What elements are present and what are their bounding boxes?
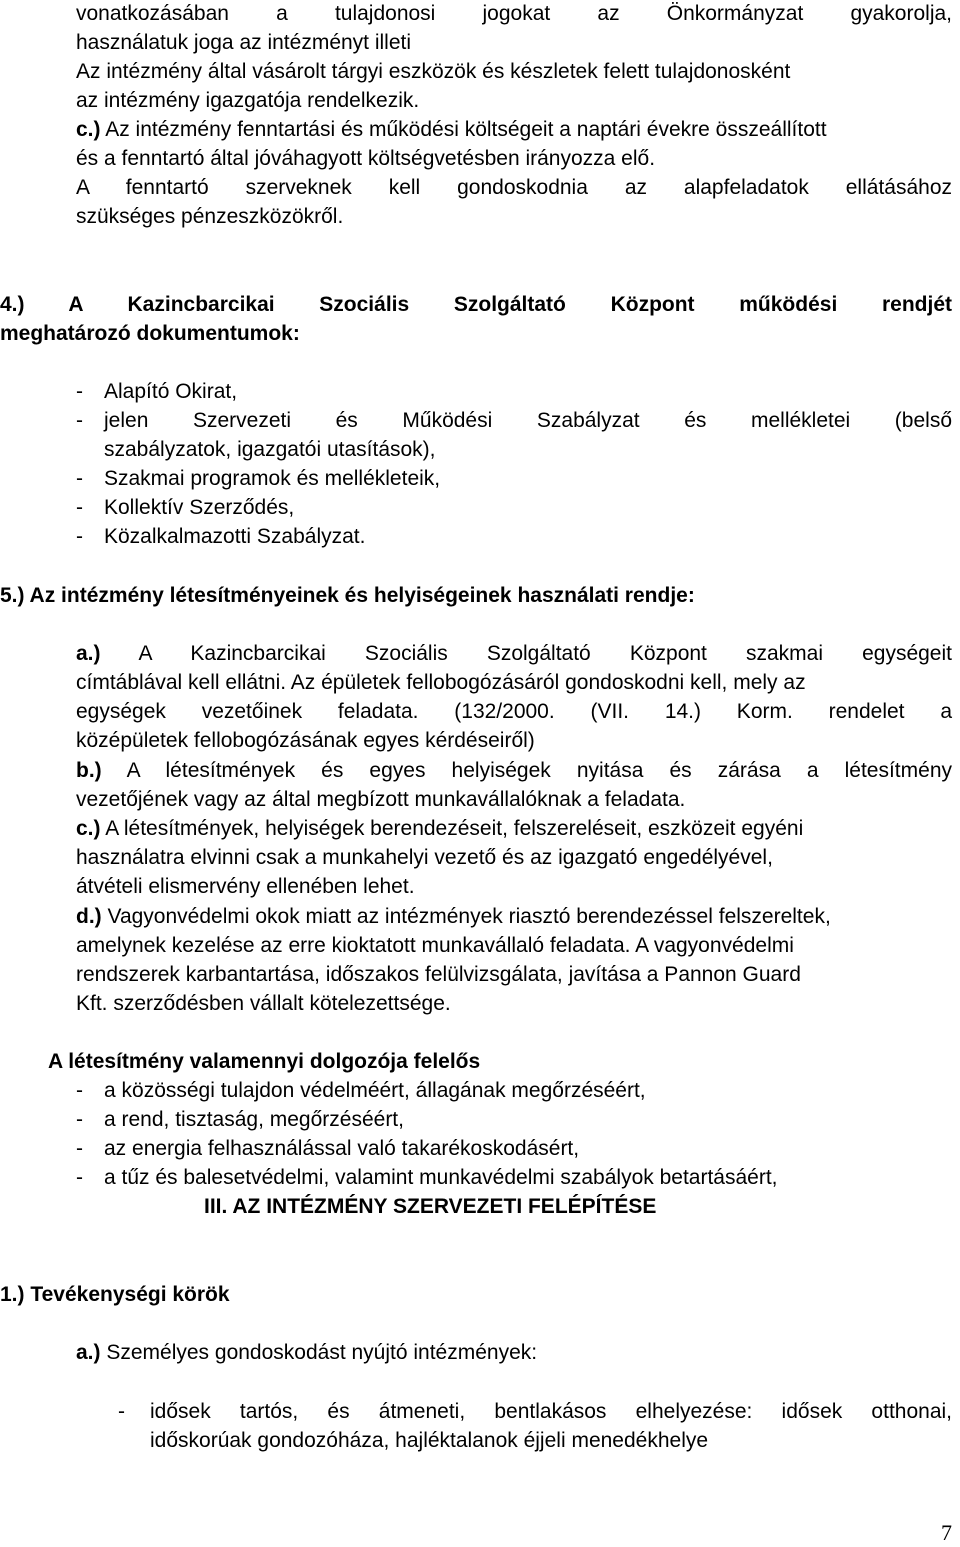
item-c-line-3: A fenntartó szerveknek kell gondoskodnia az alapfeladatok ellátásához — [76, 176, 952, 199]
intro-line-2: használatuk joga az intézményt illeti — [76, 31, 412, 54]
section-4-item-1: Alapító Okirat, — [104, 380, 238, 403]
responsibility-dash: - — [76, 1079, 83, 1102]
item-a-line-2: címtáblával kell ellátni. Az épületek fellobogózásáról gondoskodni kell, mely az — [76, 671, 806, 694]
item-d-line-3: rendszerek karbantartása, időszakos felülvizsgálata, javítása a Pannon Guard — [76, 963, 801, 986]
item-b-line-1 — [76, 757, 952, 785]
item-c2-line-2: használatra elvinni csak a munkahelyi vezető és az igazgató engedélyével, — [76, 846, 773, 869]
item-a-line-1 — [76, 640, 952, 668]
item-a-line-4: középületek fellobogózásának egyes kérdéseiről) — [76, 729, 535, 752]
item-b-text: A létesítmények és egyes helyiségek nyitása és zárása a létesítmény — [101, 759, 952, 782]
item-a-text: A Kazincbarcikai Szociális Szolgáltató Központ szakmai egységeit — [100, 642, 952, 665]
section-4-heading-line-2: meghatározó dokumentumok: — [0, 322, 300, 345]
chapter-dash: - — [118, 1400, 125, 1423]
chapter-item-line-1: idősek tartós, és átmeneti, bentlakásos elhelyezése: idősek otthonai, — [150, 1400, 952, 1423]
intro-line-3: Az intézmény által vásárolt tárgyi eszközök és készletek felett tulajdonosként — [76, 60, 791, 83]
responsibility-item-2: a rend, tisztaság, megőrzéséért, — [104, 1108, 404, 1131]
section-4-dash: - — [76, 409, 83, 432]
responsibility-item-1: a közösségi tulajdon védelméért, állagának megőrzéséért, — [104, 1079, 646, 1102]
subsection-heading: 1.) Tevékenységi körök — [0, 1283, 230, 1306]
page-number: 7 — [941, 1520, 952, 1545]
section-4-item-3: Szakmai programok és mellékleteik, — [104, 467, 441, 490]
item-c-line-2: és a fenntartó által jóváhagyott költségvetésben irányozza elő. — [76, 147, 656, 170]
item-c2-marker: c.) — [76, 817, 101, 840]
section-4-item-2-cont: szabályzatok, igazgatói utasítások), — [104, 438, 436, 461]
item-c2-line-1 — [76, 815, 803, 843]
item-c-line-1 — [76, 116, 827, 144]
item-a2-text: Személyes gondoskodást nyújtó intézmények: — [100, 1341, 538, 1364]
item-c-line-4: szükséges pénzeszközökről. — [76, 205, 344, 228]
responsibility-dash: - — [76, 1108, 83, 1131]
section-4-dash: - — [76, 496, 83, 519]
section-4-dash: - — [76, 525, 83, 548]
responsibility-heading: A létesítmény valamennyi dolgozója felelős — [48, 1050, 481, 1073]
item-a-marker: a.) — [76, 642, 101, 665]
item-d-marker: d.) — [76, 905, 102, 928]
chapter-item-line-2: időskorúak gondozóháza, hajléktalanok éjjeli menedékhelye — [150, 1429, 709, 1452]
item-d-line-1 — [76, 903, 831, 931]
item-a2-marker: a.) — [76, 1341, 101, 1364]
item-d-line-4: Kft. szerződésben vállalt kötelezettsége. — [76, 992, 451, 1015]
section-4-item-2: jelen Szervezeti és Működési Szabályzat és mellékletei (belső — [104, 409, 952, 432]
section-4-dash: - — [76, 380, 83, 403]
item-c-text: Az intézmény fenntartási és működési költségeit a naptári évekre összeállított — [100, 118, 827, 141]
item-b-marker: b.) — [76, 759, 102, 782]
item-c2-line-3: átvételi elismervény ellenében lehet. — [76, 875, 415, 898]
item-c-marker: c.) — [76, 118, 101, 141]
item-c2-text: A létesítmények, helyiségek berendezéseit, felszereléseit, eszközeit egyéni — [100, 817, 804, 840]
item-d-text: Vagyonvédelmi okok miatt az intézmények riasztó berendezéssel felszereltek, — [101, 905, 831, 928]
section-4-item-5: Közalkalmazotti Szabályzat. — [104, 525, 366, 548]
responsibility-dash: - — [76, 1137, 83, 1160]
section-4-item-4: Kollektív Szerződés, — [104, 496, 295, 519]
responsibility-dash: - — [76, 1166, 83, 1189]
section-4-heading-line-1: 4.) A Kazincbarcikai Szociális Szolgáltató Központ működési rendjét — [0, 293, 952, 316]
intro-line-4: az intézmény igazgatója rendelkezik. — [76, 89, 420, 112]
responsibility-item-3: az energia felhasználással való takarékoskodásért, — [104, 1137, 580, 1160]
item-a2-line — [76, 1339, 537, 1367]
responsibility-item-4: a tűz és balesetvédelmi, valamint munkavédelmi szabályok betartásáért, — [104, 1166, 778, 1189]
section-5-heading: 5.) Az intézmény létesítményeinek és helyiségeinek használati rendje: — [0, 584, 695, 607]
chapter-title: III. AZ INTÉZMÉNY SZERVEZETI FELÉPÍTÉSE — [204, 1195, 657, 1218]
item-d-line-2: amelynek kezelése az erre kioktatott munkavállaló feladata. A vagyonvédelmi — [76, 934, 794, 957]
item-a-line-3: egységek vezetőinek feladata. (132/2000. (VII. 14.) Korm. rendelet a — [76, 700, 952, 723]
intro-line-1: vonatkozásában a tulajdonosi jogokat az Önkormányzat gyakorolja, — [76, 2, 952, 25]
section-4-dash: - — [76, 467, 83, 490]
item-b-line-2: vezetőjének vagy az által megbízott munkavállalóknak a feladata. — [76, 788, 686, 811]
